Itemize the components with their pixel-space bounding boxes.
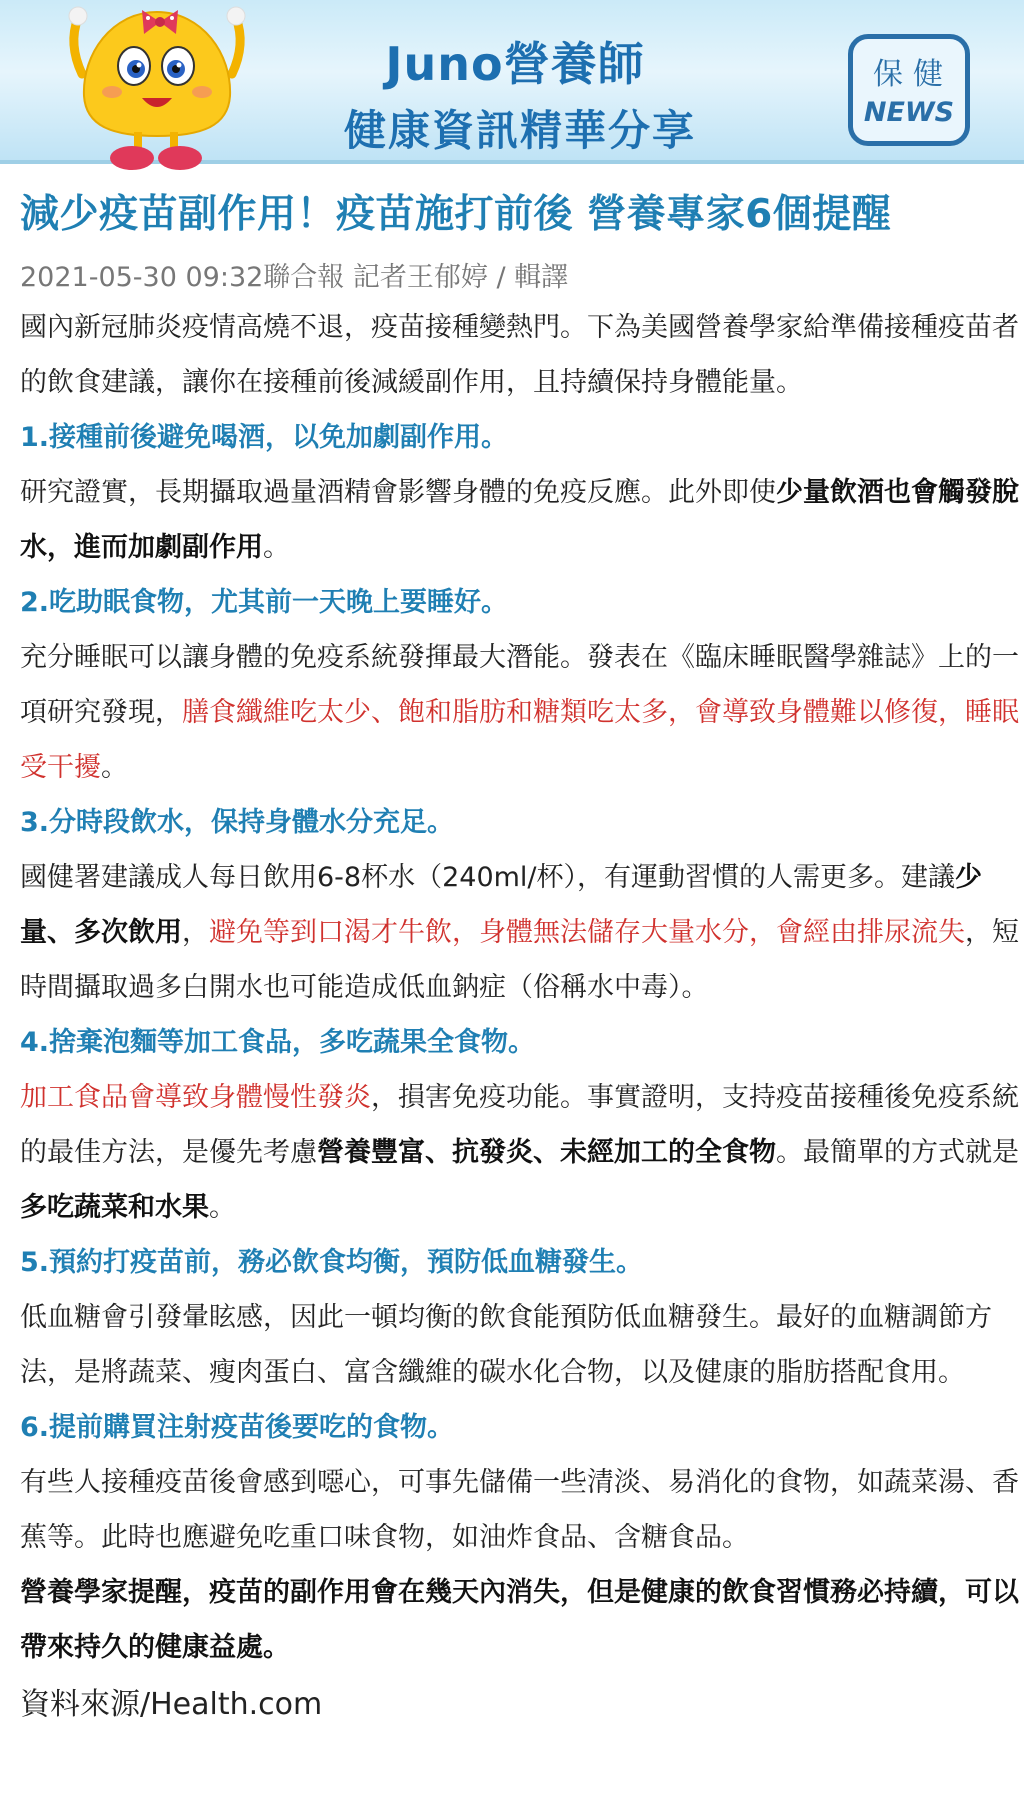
badge-top-text: 保健 — [873, 57, 953, 92]
article-title: 減少疫苗副作用！疫苗施打前後 營養專家6個提醒 — [20, 192, 892, 237]
mascot-logo — [62, 4, 252, 174]
brand-subtitle: 健康資訊精華分享 — [343, 106, 696, 155]
text-span: 。最簡單的方式就是 — [776, 1137, 1019, 1168]
section-4-paragraph — [20, 1070, 1020, 1235]
red-highlight: 避免等到口渴才牛飲，身體無法儲存大量水分，會經由排尿流失 — [209, 917, 965, 948]
bold-highlight: 少量、多次飲用 — [20, 862, 983, 948]
article-meta: 2021-05-30 09:32聯合報 記者王郁婷 / 輯譯 — [20, 262, 569, 293]
health-news-badge — [848, 34, 970, 146]
section-2-heading: 2.吃助眠食物，尤其前一天晚上要睡好。 — [20, 587, 509, 618]
text-span: ，損害免疫功能。事實證明，支持疫苗接種後免疫系統的最佳方法，是優先考慮 — [20, 1082, 1019, 1168]
section-2-paragraph — [20, 630, 1020, 795]
section-6-paragraph: 有些人接種疫苗後會感到噁心，可事先儲備一些清淡、易消化的食物，如蔬菜湯、香蕉等。此時也應避免吃重口味食物，如油炸食品、含糖食品。 — [20, 1467, 1019, 1553]
section-3-heading: 3.分時段飲水，保持身體水分充足。 — [20, 807, 455, 838]
section-1-heading: 1.接種前後避免喝酒，以免加劇副作用。 — [20, 422, 509, 453]
source-line: 資料來源/Health.com — [20, 1687, 323, 1722]
section-3-paragraph — [20, 850, 1020, 1015]
text-span: 。 — [263, 532, 290, 563]
red-highlight: 加工食品會導致身體慢性發炎 — [20, 1082, 371, 1113]
text-span: 。 — [101, 752, 128, 783]
brand-name: Juno營養師 — [385, 37, 645, 91]
text-span: ，短時間攝取過多白開水也可能造成低血鈉症（俗稱水中毒）。 — [20, 917, 1019, 1003]
bold-highlight: 多吃蔬菜和水果 — [20, 1192, 209, 1223]
section-5-paragraph: 低血糖會引發暈眩感，因此一頓均衡的飲食能預防低血糖發生。最好的血糖調節方法，是將蔬菜、瘦肉蛋白、富含纖維的碳水化合物，以及健康的脂肪搭配食用。 — [20, 1302, 992, 1388]
section-5-heading: 5.預約打疫苗前，務必飲食均衡，預防低血糖發生。 — [20, 1247, 644, 1278]
intro-paragraph: 國內新冠肺炎疫情高燒不退，疫苗接種變熱門。下為美國營養學家給準備接種疫苗者的飲食建議，讓你在接種前後減緩副作用，且持續保持身體能量。 — [20, 312, 1019, 398]
text-span: 國健署建議成人每日飲用6-8杯水（240ml/杯），有運動習慣的人需更多。建議 — [20, 862, 956, 893]
badge-news-text: NEWS — [863, 97, 955, 128]
section-6-heading: 6.提前購買注射疫苗後要吃的食物。 — [20, 1412, 455, 1443]
article — [20, 190, 1020, 1735]
bold-highlight: 營養豐富、抗發炎、未經加工的全食物 — [317, 1137, 776, 1168]
header-banner — [0, 0, 1024, 164]
text-span: ， — [182, 917, 209, 948]
closing-paragraph: 營養學家提醒，疫苗的副作用會在幾天內消失，但是健康的飲食習慣務必持續，可以帶來持久的健康益處。 — [20, 1577, 1019, 1663]
text-span: 充分睡眠可以讓身體的免疫系統發揮最大潛能。發表在《臨床睡眠醫學雜誌》上的一項研究發現， — [20, 642, 1019, 728]
red-highlight: 膳食纖維吃太少、飽和脂肪和糖類吃太多，會導致身體難以修復，睡眠受干擾 — [20, 697, 1019, 783]
text-span: 研究證實，長期攝取過量酒精會影響身體的免疫反應。此外即使 — [20, 477, 776, 508]
section-1-paragraph — [20, 465, 1020, 575]
bold-highlight: 少量飲酒也會觸發脫水，進而加劇副作用 — [20, 477, 1019, 563]
text-span: 。 — [209, 1192, 236, 1223]
section-4-heading: 4.捨棄泡麵等加工食品，多吃蔬果全食物。 — [20, 1027, 536, 1058]
